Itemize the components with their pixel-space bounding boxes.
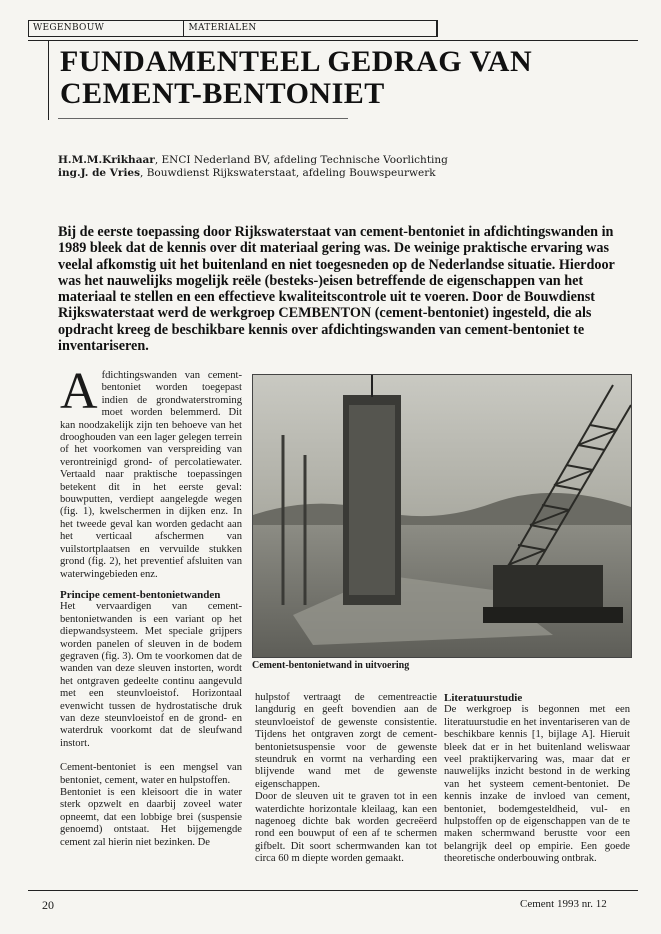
section-tab-materialen: MATERIALEN: [184, 21, 437, 36]
author-2: ing.J. de Vries, Bouwdienst Rijkswaterstaat, afdeling Bouwspeurwerk: [58, 167, 436, 179]
crane-photo-illustration: [253, 375, 631, 657]
title-line-2: CEMENT-BENTONIET: [60, 77, 385, 110]
paragraph-4: Bentoniet is een kleisoort die in water sterk opzwelt en daarbij zoveel water opneemt, dat een lobbige brei (suspensie genoemd) ontstaat. Het bijgemengde cement zal hierin niet bezinken. De: [60, 787, 242, 848]
paragraph-7: De werkgroep is begonnen met een literatuurstudie en het inventariseren van de beschikbare kennis [1, bijlage A]. Hieruit bleek dat er in het buitenland weliswaar veel praktijkervaring was, maar dat er nauwelijks inzicht bestond in de werking van het systeem cement-bentoniet. De kennis inzake de invloed van cement, bentoniet, bodemgesteldheid, vul- en hulpstoffen op de eigenschappen van de te maken schermwand berustte voor een belangrijk deel op empirie. Een goede theoretische onderbouwing ontbrak.: [444, 704, 630, 865]
left-rule: [48, 40, 49, 120]
title-line-1: FUNDAMENTEEL GEDRAG VAN: [60, 45, 533, 78]
section-tabs: [28, 20, 438, 37]
column-3: [444, 692, 630, 866]
top-rule: [28, 40, 638, 41]
title-underline: [58, 118, 348, 119]
section-heading-literatuurstudie: Literatuurstudie: [444, 692, 523, 704]
construction-photo: [252, 374, 632, 658]
paragraph-6: Door de sleuven uit te graven tot in een waterdichte horizontale kleilaag, kan een nagenoeg dichte bak worden gecreëerd rond een bouwput of een af te schermen gifbelt. Dit soort schermwanden kan tot circa 60 m diepte worden gemaakt.: [255, 791, 437, 865]
photo-caption: Cement-bentonietwand in uitvoering: [252, 660, 410, 671]
page-number: 20: [42, 898, 54, 912]
drop-cap: A: [60, 363, 98, 420]
column-2: [255, 692, 437, 866]
section-heading-principe: Principe cement-bentonietwanden: [60, 588, 221, 601]
paragraph-5: hulpstof vertraagt de cementreactie langdurig en geeft bovendien aan de steunvloeistof de gewenste consistentie. Tijdens het ontgraven zorgt de cement-bentonietsuspensie voor de gewenste steundruk en vormt na verharding een blijvende wand met de gewenste eigenschappen.: [255, 692, 437, 790]
footer-rule: [28, 890, 638, 891]
paragraph-2: Het vervaardigen van cement-bentonietwanden is een variant op het diepwandsysteem. Met speciale grijpers worden panelen of sleuven in de bodem gegraven (fig. 3). Om te voorkomen dat de wanden van deze sleuven instorten, wordt het ontgraven gedeelte continu aangevuld met een steunvloeistof. Horizontaal evenwicht tussen de hydrostatische druk van deze steunvloeistof en de grond- en waterdruk voorkomt dat de sleufwand instort.: [60, 601, 242, 749]
journal-issue: Cement 1993 nr. 12: [520, 898, 607, 910]
author-1: H.M.M.Krikhaar, ENCI Nederland BV, afdeling Technische Voorlichting: [58, 154, 448, 166]
intro-paragraph: Bij de eerste toepassing door Rijkswaterstaat van cement-bentoniet in afdichtingswanden in 1989 bleek dat de kennis over dit materiaal gering was. De weinige praktische ervaring was veelal afkomstig uit het buitenland en niet toegesneden op de Nederlandse situatie. Hierdoor was het nauwelijks mogelijk reële (besteks-)eisen betreffende de eigenschappen van het materiaal te stellen en een effectieve kwaliteitscontrole uit te voeren. Door de Bouwdienst Rijkswaterstaat werd de werkgroep CEMBENTON (cement-bentoniet) ingesteld, die als opdracht kreeg de beschikbare kennis over afdichtingswanden van cement-bentoniet te inventariseren.: [58, 224, 615, 355]
paragraph-3: Cement-bentoniet is een mengsel van bentoniet, cement, water en hulpstoffen.: [60, 762, 242, 786]
section-tab-wegenbouw: WEGENBOUW: [29, 21, 184, 36]
article-title: [60, 46, 630, 110]
authors-block: [58, 154, 638, 180]
paragraph-1: Afdichtingswanden van cement-bentoniet worden toegepast indien de grondwaterstroming moet worden belemmerd. Dit kan noodzakelijk zijn ten behoeve van het drooghouden van een lager gelegen terrein of het voorkomen van verspreiding van verontreinigd grond- of percolatiewater. Vertaald naar praktische toepassingen betekent dit in het eerste geval: bouwputten, verdiept aangelegde wegen (fig. 1), kwelschermen in dijken enz. In het tweede geval kan worden gedacht aan het verticaal afschermen van vuilstortplaatsen en vervuilde stukken grond (fig. 2), het preventief afsluiten van waterwingebieden enz.: [60, 363, 242, 580]
column-1: [60, 363, 242, 849]
